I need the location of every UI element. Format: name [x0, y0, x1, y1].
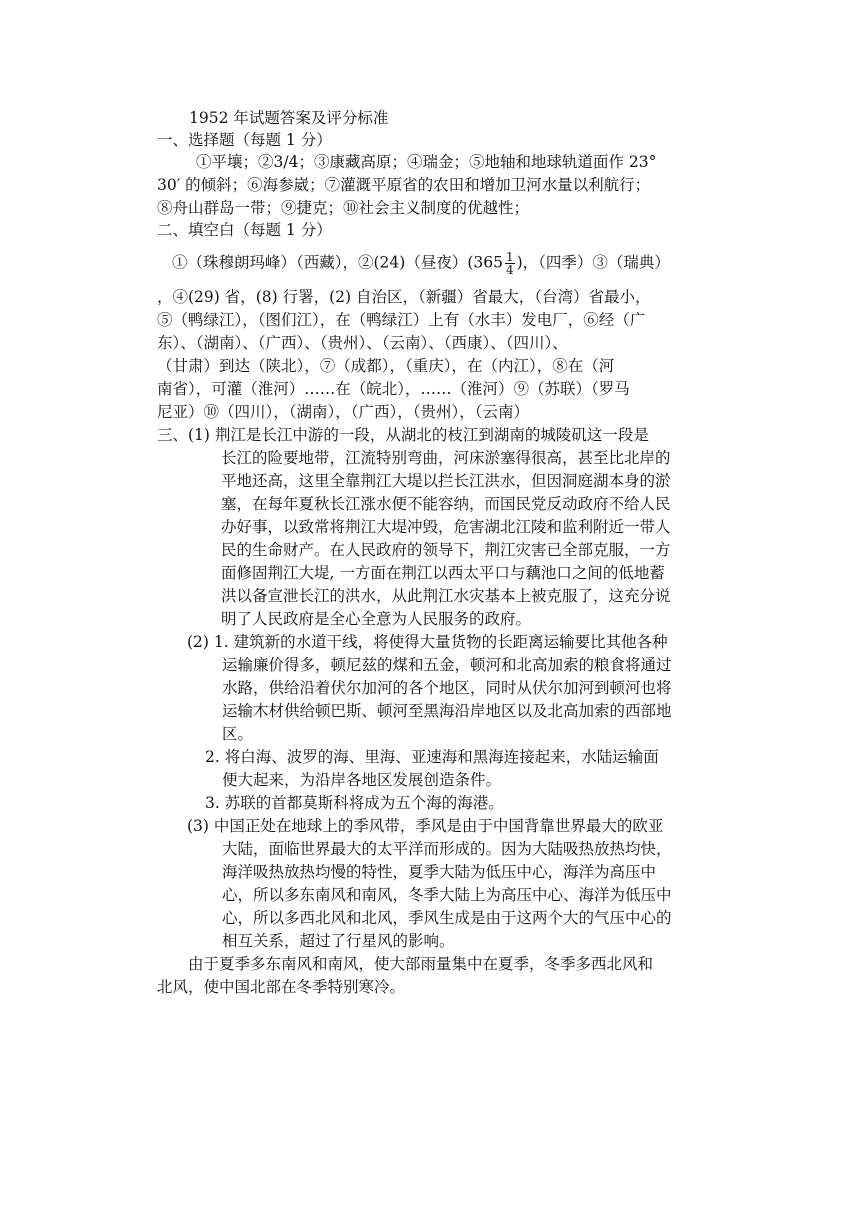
section3-q3-line: 海洋吸热放热均慢的特性，夏季大陆为低压中心，海洋为高压中: [222, 863, 657, 881]
section3-q1-line: 长江的险要地带，江流特别弯曲，河床淤塞得很高，甚至比北岸的: [221, 449, 671, 467]
section3-q2-point2: 2. 将白海、波罗的海、里海、亚速海和黑海连接起来，水陆运输面: [205, 748, 659, 766]
section3-q1-first-line: 三、(1) 荆江是长江中游的一段，从湖北的枝江到湖南的城陵矶这一段是: [157, 426, 649, 444]
section2-line1-before: ①（珠穆朗玛峰）（西藏），②(24)（昼夜）(365: [172, 253, 503, 272]
section1-line: ①平壤；②3/4；③康藏高原；④瑞金；⑤地轴和地球轨道面作 23°: [196, 153, 657, 171]
section2-line: （甘肃）到达（陕北），⑦（成都），（重庆），在（内江），⑧在（河: [157, 357, 615, 375]
section2-line-with-fraction: [172, 250, 670, 277]
section3-q2-line: 运输廉价得多，顿尼兹的煤和五金，顿河和北高加索的粮食将通过: [222, 656, 672, 674]
section3-q2-point2-line: 便大起来，为沿岸各地区发展创造条件。: [222, 771, 502, 789]
section3-q1-line: 平地还高，这里全靠荆江大堤以拦长江洪水，但因洞庭湖本身的淤: [221, 472, 671, 490]
section3-q2-line: 水路，供给沿着伏尔加河的各个地区，同时从伏尔加河到顿河也将: [222, 679, 672, 697]
section1-line: ⑧舟山群岛一带；⑨捷克；⑩社会主义制度的优越性；: [157, 199, 530, 217]
section2-line: ⑤（鸭绿江），（图们江），在（鸭绿江）上有（水丰）发电厂，⑥经（广: [157, 311, 646, 329]
section3-q3-first-line: (3) 中国正处在地球上的季风带，季风是由于中国背靠世界最大的欧亚: [187, 817, 664, 835]
section3-q3-line: 心，所以多西北风和北风，季风生成是由于这两个大的气压中心的: [222, 909, 672, 927]
section2-line: 南省），可灌（淮河）……在（皖北），……（淮河）⑨（苏联）（罗马: [157, 380, 630, 398]
fraction-denominator: 4: [505, 263, 514, 277]
section2-line: 东）、（湖南）、（广西）、（贵州）、（云南）、（西康）、（四川）、: [157, 334, 568, 352]
closing-paragraph-first-line: 由于夏季多东南风和南风，使大部雨量集中在夏季，冬季多西北风和: [188, 955, 654, 973]
section3-q1-line: 办好事，以致常将荆江大堤冲毁，危害湖北江陵和监利附近一带人: [221, 518, 671, 536]
section1-line: 30′ 的倾斜；⑥海参崴；⑦灌溉平原省的农田和增加卫河水量以利航行；: [157, 176, 651, 194]
section2-line: 尼亚）⑩（四川），（湖南），（广西），（贵州），（云南）: [157, 403, 530, 421]
section3-q1-line: 民的生命财产。在人民政府的领导下，荆江灾害已全部克服，一方: [221, 541, 671, 559]
section3-q3-line: 大陆，面临世界最大的太平洋而形成的。因为大陆吸热放热均快，: [222, 840, 672, 858]
section3-q2-line: 区。: [222, 725, 254, 743]
section3-q1-line: 明了人民政府是全心全意为人民服务的政府。: [221, 610, 532, 628]
section2-line: ，④(29) 省，(8) 行署，(2) 自治区，（新疆）省最大，（台湾）省最小，: [157, 288, 651, 306]
section2-heading: 二、填空白（每题 1 分）: [157, 221, 332, 239]
section3-q2-first-line: (2) 1. 建筑新的水道干线，将使得大量货物的长距离运输要比其他各种: [187, 633, 668, 651]
section3-q1-line: 洪以备宣泄长江的洪水，从此荆江水灾基本上被克服了，这充分说: [221, 587, 671, 605]
document-title: 1952 年试题答案及评分标准: [189, 109, 389, 127]
closing-paragraph-second-line: 北风，使中国北部在冬季特别寒冷。: [157, 978, 406, 996]
section3-q1-line: 塞，在每年夏秋长江涨水便不能容纳，而国民党反动政府不给人民: [221, 495, 671, 513]
section3-q1-line: 面修固荆江大堤, 一方面在荆江以西太平口与藕池口之间的低地蓄: [221, 564, 665, 582]
section3-q3-line: 相互关系，超过了行星风的影响。: [222, 932, 455, 950]
section3-q3-line: 心，所以多东南风和南风，冬季大陆上为高压中心、海洋为低压中: [222, 886, 672, 904]
fraction-numerator: 1: [505, 250, 514, 264]
section1-heading: 一、选择题（每题 1 分）: [157, 131, 332, 149]
section3-q2-line: 运输木材供给顿巴斯、顿河至黑海沿岸地区以及北高加索的西部地: [222, 702, 672, 720]
section2-line1-after: )，（四季）③（瑞典）: [516, 253, 670, 272]
section3-q2-point3: 3. 苏联的首都莫斯科将成为五个海的海港。: [205, 794, 504, 812]
fraction: [505, 251, 515, 276]
